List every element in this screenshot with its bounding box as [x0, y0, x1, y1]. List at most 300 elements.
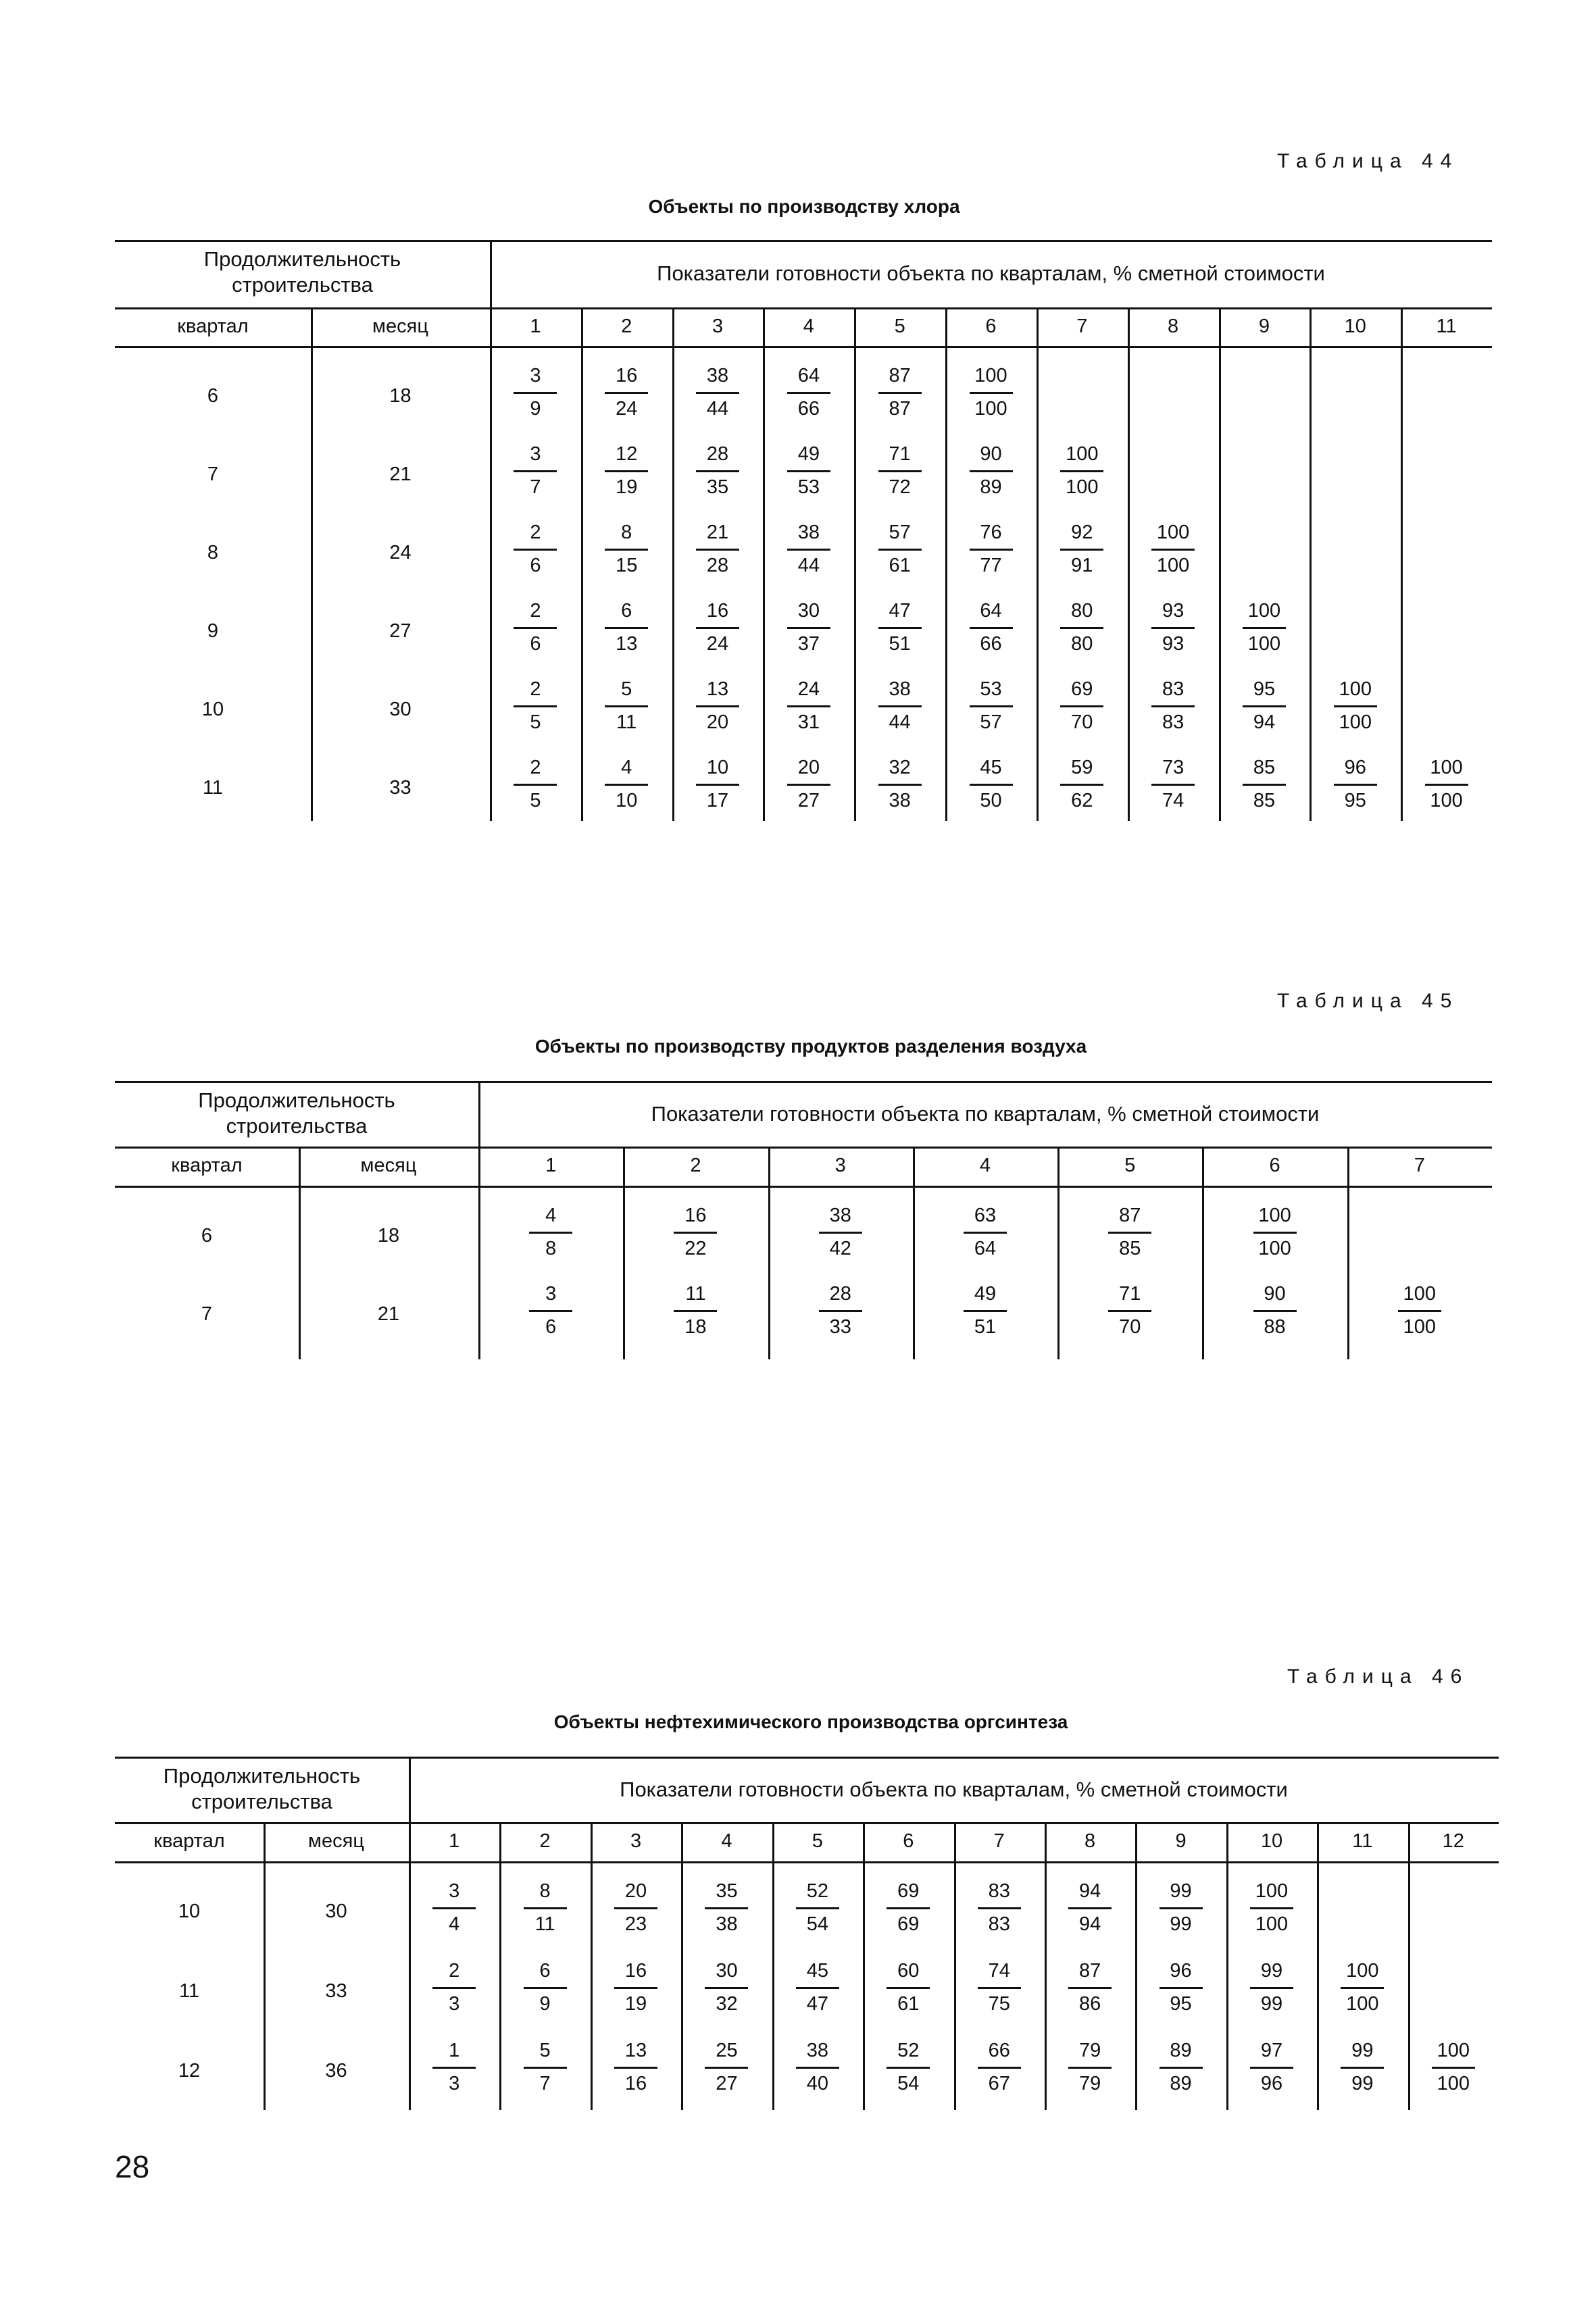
fraction-numerator: 12 — [616, 443, 638, 465]
fraction-denominator: 64 — [974, 1238, 997, 1259]
readiness-fraction — [780, 518, 837, 582]
fraction-numerator: 16 — [684, 1205, 707, 1226]
fraction-denominator: 6 — [530, 633, 541, 655]
readiness-fraction — [963, 439, 1020, 503]
fraction-denominator: 35 — [706, 476, 729, 498]
row-month: 33 — [325, 1980, 347, 2002]
fraction-denominator: 85 — [1253, 790, 1276, 811]
readiness-fraction — [598, 596, 655, 660]
fraction-numerator: 90 — [980, 443, 1002, 465]
quarter-column-header: 5 — [812, 1830, 823, 1852]
readiness-header: Показатели готовности объекта по кварталам, % сметной стоимости — [651, 1101, 1320, 1126]
row-quarter: 10 — [201, 699, 224, 720]
fraction-denominator: 31 — [797, 711, 820, 733]
row-month: 21 — [389, 463, 412, 485]
fraction-numerator: 99 — [1170, 1880, 1192, 1902]
fraction-denominator: 94 — [1253, 711, 1276, 733]
fraction-numerator: 100 — [1258, 1205, 1291, 1226]
fraction-denominator: 99 — [1170, 1913, 1192, 1935]
fraction-denominator: 7 — [539, 2073, 551, 2094]
fraction-denominator: 23 — [624, 1913, 647, 1935]
readiness-fraction — [507, 674, 564, 738]
readiness-fraction — [598, 439, 655, 503]
fraction-denominator: 51 — [889, 633, 911, 655]
fraction-denominator: 100 — [1339, 711, 1372, 733]
column-rule — [772, 1822, 774, 2110]
fraction-denominator: 94 — [1078, 1913, 1101, 1935]
fraction-denominator: 93 — [1162, 633, 1184, 655]
fraction-denominator: 37 — [797, 633, 820, 655]
readiness-fraction — [789, 2036, 846, 2100]
readiness-fraction — [507, 439, 564, 503]
page-number: 28 — [115, 2149, 150, 2184]
readiness-fraction — [872, 674, 928, 738]
readiness-fraction — [698, 2036, 755, 2100]
quarter-header: квартал — [177, 316, 249, 337]
quarter-column-header: 9 — [1175, 1830, 1187, 1852]
readiness-fraction — [1334, 2036, 1391, 2100]
fraction-denominator: 83 — [1162, 711, 1184, 733]
fraction-numerator: 71 — [889, 443, 911, 465]
fraction-numerator: 38 — [889, 678, 911, 700]
readiness-fraction — [1236, 674, 1293, 738]
quarter-column-header: 11 — [1436, 316, 1457, 337]
readiness-fraction — [517, 1876, 574, 1940]
month-header: месяц — [308, 1830, 364, 1852]
fraction-numerator: 8 — [621, 522, 632, 543]
readiness-fraction — [1153, 1876, 1210, 1940]
quarter-column-header: 3 — [630, 1830, 642, 1852]
fraction-numerator: 97 — [1260, 2040, 1283, 2061]
readiness-fraction — [598, 753, 655, 817]
fraction-denominator: 66 — [980, 633, 1002, 655]
fraction-numerator: 49 — [797, 443, 820, 465]
readiness-fraction — [780, 439, 837, 503]
fraction-numerator: 57 — [889, 522, 911, 543]
fraction-numerator: 3 — [449, 1880, 460, 1902]
fraction-numerator: 94 — [1078, 1880, 1101, 1902]
fraction-numerator: 87 — [1119, 1205, 1141, 1226]
fraction-numerator: 76 — [980, 522, 1002, 543]
fraction-denominator: 70 — [1119, 1316, 1141, 1338]
fraction-denominator: 89 — [980, 476, 1002, 498]
fraction-denominator: 95 — [1344, 790, 1366, 811]
readiness-fraction — [1101, 1279, 1158, 1343]
quarter-column-header: 1 — [545, 1155, 557, 1176]
row-quarter: 12 — [178, 2060, 201, 2082]
fraction-denominator: 10 — [616, 790, 638, 811]
quarter-column-header: 1 — [449, 1830, 460, 1852]
readiness-fraction — [1053, 439, 1110, 503]
row-month: 36 — [325, 2060, 347, 2082]
column-rule — [1045, 1822, 1047, 2110]
subheader-rule — [115, 1861, 1499, 1863]
quarter-column-header: 6 — [1269, 1155, 1280, 1176]
fraction-numerator: 2 — [530, 522, 541, 543]
duration-header: Продолжительность строительства — [198, 1088, 395, 1138]
fraction-denominator: 15 — [616, 555, 638, 576]
quarter-column-header: 7 — [1076, 316, 1088, 337]
table-title: Объекты по производству хлора — [648, 196, 960, 217]
fraction-denominator: 100 — [1255, 1913, 1289, 1935]
fraction-numerator: 59 — [1071, 757, 1093, 778]
fraction-numerator: 100 — [1437, 2040, 1470, 2061]
fraction-numerator: 16 — [624, 1960, 647, 1982]
fraction-denominator: 100 — [1066, 476, 1099, 498]
fraction-denominator: 8 — [545, 1238, 557, 1259]
fraction-numerator: 30 — [797, 600, 820, 622]
fraction-numerator: 74 — [988, 1960, 1010, 1982]
readiness-fraction — [957, 1279, 1014, 1343]
quarter-column-header: 9 — [1258, 316, 1270, 337]
fraction-numerator: 100 — [974, 365, 1007, 386]
fraction-denominator: 91 — [1071, 555, 1093, 576]
readiness-fraction — [1243, 2036, 1300, 2100]
quarter-column-header: 11 — [1352, 1830, 1373, 1852]
readiness-fraction — [1145, 596, 1201, 660]
fraction-numerator: 63 — [974, 1205, 997, 1226]
fraction-numerator: 8 — [539, 1880, 551, 1902]
header-rule — [115, 1147, 1492, 1149]
fraction-denominator: 100 — [1437, 2073, 1470, 2094]
fraction-denominator: 11 — [616, 711, 637, 733]
readiness-fraction — [517, 2036, 574, 2100]
fraction-numerator: 32 — [889, 757, 911, 778]
readiness-fraction — [872, 753, 928, 817]
fraction-numerator: 100 — [1339, 678, 1372, 700]
table-title: Объекты по производству продуктов разделения воздуха — [534, 1036, 1087, 1057]
quarter-header: квартал — [171, 1155, 243, 1176]
row-month: 33 — [389, 777, 412, 799]
readiness-fraction — [1062, 1956, 1118, 2020]
fraction-numerator: 45 — [806, 1960, 828, 1982]
readiness-fraction — [426, 1876, 482, 1940]
readiness-fraction — [780, 596, 837, 660]
fraction-numerator: 96 — [1344, 757, 1366, 778]
fraction-numerator: 93 — [1162, 600, 1184, 622]
fraction-denominator: 100 — [1346, 1993, 1379, 2015]
column-rule — [681, 1822, 683, 2110]
fraction-numerator: 4 — [621, 757, 632, 778]
fraction-numerator: 38 — [829, 1205, 851, 1226]
readiness-fraction — [812, 1279, 869, 1343]
row-month: 21 — [377, 1303, 400, 1325]
table-label: Таблица 45 — [1277, 990, 1460, 1012]
fraction-denominator: 17 — [706, 790, 729, 811]
fraction-denominator: 61 — [889, 555, 911, 576]
fraction-numerator: 71 — [1119, 1283, 1141, 1305]
quarter-column-header: 5 — [894, 316, 905, 337]
fraction-numerator: 87 — [889, 365, 911, 386]
fraction-denominator: 5 — [530, 790, 541, 811]
quarter-column-header: 4 — [803, 316, 814, 337]
fraction-denominator: 89 — [1170, 2073, 1192, 2094]
subheader-rule — [115, 1186, 1492, 1188]
readiness-fraction — [1243, 1956, 1300, 2020]
readiness-fraction — [607, 2036, 664, 2100]
fraction-numerator: 45 — [980, 757, 1002, 778]
fraction-denominator: 9 — [530, 398, 541, 420]
readiness-fraction — [607, 1876, 664, 1940]
fraction-numerator: 52 — [806, 1880, 828, 1902]
fraction-denominator: 24 — [706, 633, 729, 655]
fraction-denominator: 83 — [988, 1913, 1010, 1935]
fraction-denominator: 44 — [797, 555, 820, 576]
fraction-denominator: 79 — [1078, 2073, 1101, 2094]
readiness-fraction — [963, 596, 1020, 660]
fraction-denominator: 33 — [829, 1316, 851, 1338]
column-rule — [1401, 307, 1403, 821]
fraction-denominator: 27 — [716, 2073, 738, 2094]
readiness-fraction — [522, 1279, 579, 1343]
fraction-denominator: 72 — [889, 476, 911, 498]
fraction-numerator: 73 — [1162, 757, 1184, 778]
fraction-numerator: 47 — [889, 600, 911, 622]
readiness-fraction — [598, 518, 655, 582]
readiness-fraction — [971, 1956, 1028, 2020]
readiness-fraction — [963, 674, 1020, 738]
quarter-column-header: 1 — [530, 316, 541, 337]
readiness-fraction — [698, 1956, 755, 2020]
fraction-denominator: 88 — [1264, 1316, 1286, 1338]
fraction-denominator: 18 — [684, 1316, 707, 1338]
readiness-fraction — [1236, 596, 1293, 660]
column-rule — [1135, 1822, 1137, 2110]
readiness-fraction — [607, 1956, 664, 2020]
fraction-numerator: 13 — [706, 678, 729, 700]
readiness-fraction — [507, 361, 564, 425]
readiness-fraction — [507, 518, 564, 582]
readiness-fraction — [957, 1201, 1014, 1265]
column-rule — [581, 307, 583, 821]
fraction-numerator: 100 — [1403, 1283, 1437, 1305]
readiness-fraction — [1053, 753, 1110, 817]
column-rule — [499, 1822, 501, 2110]
fraction-numerator: 1 — [449, 2040, 460, 2061]
fraction-denominator: 22 — [684, 1238, 707, 1259]
fraction-numerator: 6 — [621, 600, 632, 622]
fraction-numerator: 90 — [1264, 1283, 1286, 1305]
fraction-denominator: 32 — [716, 1993, 738, 2015]
fraction-numerator: 30 — [716, 1960, 738, 1982]
column-rule — [1226, 1822, 1228, 2110]
fraction-denominator: 53 — [797, 476, 820, 498]
fraction-denominator: 87 — [889, 398, 911, 420]
fraction-denominator: 11 — [534, 1913, 555, 1935]
readiness-fraction — [1101, 1201, 1158, 1265]
fraction-denominator: 74 — [1162, 790, 1184, 811]
row-month: 18 — [377, 1225, 400, 1247]
fraction-numerator: 3 — [530, 365, 541, 386]
fraction-denominator: 100 — [974, 398, 1007, 420]
readiness-fraction — [1153, 1956, 1210, 2020]
fraction-numerator: 100 — [1156, 522, 1190, 543]
fraction-denominator: 69 — [897, 1913, 920, 1935]
readiness-fraction — [971, 2036, 1028, 2100]
fraction-numerator: 92 — [1071, 522, 1093, 543]
readiness-fraction — [880, 2036, 937, 2100]
fraction-numerator: 2 — [449, 1960, 460, 1982]
row-quarter: 7 — [201, 1303, 213, 1325]
quarter-column-header: 3 — [834, 1155, 846, 1176]
readiness-fraction — [1062, 1876, 1118, 1940]
fraction-numerator: 52 — [897, 2040, 920, 2061]
fraction-numerator: 83 — [988, 1880, 1010, 1902]
readiness-fraction — [789, 1956, 846, 2020]
fraction-denominator: 96 — [1260, 2073, 1283, 2094]
fraction-numerator: 80 — [1071, 600, 1093, 622]
readiness-fraction — [780, 361, 837, 425]
row-quarter: 6 — [201, 1225, 213, 1247]
fraction-denominator: 100 — [1403, 1316, 1437, 1338]
quarter-column-header: 2 — [539, 1830, 551, 1852]
readiness-fraction — [780, 753, 837, 817]
fraction-numerator: 2 — [530, 678, 541, 700]
readiness-fraction — [963, 753, 1020, 817]
fraction-numerator: 21 — [706, 522, 729, 543]
fraction-numerator: 16 — [616, 365, 638, 386]
readiness-fraction — [872, 361, 928, 425]
readiness-fraction — [522, 1201, 579, 1265]
fraction-numerator: 100 — [1247, 600, 1281, 622]
readiness-fraction — [598, 361, 655, 425]
fraction-numerator: 38 — [706, 365, 729, 386]
quarter-column-header: 4 — [721, 1830, 732, 1852]
fraction-denominator: 28 — [706, 555, 729, 576]
column-rule — [854, 307, 856, 821]
fraction-numerator: 10 — [706, 757, 729, 778]
column-rule — [1347, 1147, 1349, 1359]
quarter-month-rule — [311, 307, 313, 821]
quarter-column-header: 8 — [1168, 316, 1179, 337]
fraction-denominator: 67 — [988, 2073, 1010, 2094]
readiness-fraction — [780, 674, 837, 738]
readiness-fraction — [689, 596, 746, 660]
readiness-fraction — [963, 361, 1020, 425]
duration-header: Продолжительность строительства — [203, 247, 401, 297]
fraction-denominator: 50 — [980, 790, 1002, 811]
fraction-numerator: 16 — [706, 600, 729, 622]
quarter-column-header: 4 — [979, 1155, 991, 1176]
fraction-numerator: 64 — [797, 365, 820, 386]
fraction-numerator: 35 — [716, 1880, 738, 1902]
fraction-numerator: 49 — [974, 1283, 997, 1305]
readiness-fraction — [1062, 2036, 1118, 2100]
quarter-column-header: 7 — [1414, 1155, 1425, 1176]
readiness-fraction — [971, 1876, 1028, 1940]
column-rule — [591, 1822, 593, 2110]
table-top-rule — [115, 1081, 1492, 1083]
readiness-fraction — [507, 596, 564, 660]
fraction-numerator: 3 — [530, 443, 541, 465]
fraction-numerator: 85 — [1253, 757, 1276, 778]
header-rule — [115, 307, 1492, 309]
row-quarter: 9 — [207, 620, 219, 642]
fraction-denominator: 61 — [897, 1993, 920, 2015]
fraction-numerator: 3 — [545, 1283, 557, 1305]
fraction-numerator: 99 — [1260, 1960, 1283, 1982]
fraction-denominator: 95 — [1170, 1993, 1192, 2015]
column-rule — [863, 1822, 865, 2110]
fraction-denominator: 3 — [449, 1993, 460, 2015]
fraction-denominator: 77 — [980, 555, 1002, 576]
readiness-fraction — [1391, 1279, 1448, 1343]
fraction-numerator: 53 — [980, 678, 1002, 700]
fraction-denominator: 7 — [530, 476, 541, 498]
fraction-numerator: 83 — [1162, 678, 1184, 700]
row-quarter: 6 — [207, 385, 219, 407]
month-header: месяц — [360, 1155, 417, 1176]
readiness-fraction — [517, 1956, 574, 2020]
fraction-numerator: 5 — [539, 2040, 551, 2061]
readiness-fraction — [689, 361, 746, 425]
fraction-denominator: 54 — [897, 2073, 920, 2094]
table-top-rule — [115, 240, 1492, 242]
fraction-denominator: 16 — [624, 2073, 647, 2094]
readiness-fraction — [880, 1956, 937, 2020]
readiness-header: Показатели готовности объекта по кварталам, % сметной стоимости — [620, 1777, 1288, 1801]
fraction-denominator: 19 — [624, 1993, 647, 2015]
fraction-denominator: 42 — [829, 1238, 851, 1259]
readiness-fraction — [698, 1876, 755, 1940]
fraction-denominator: 70 — [1071, 711, 1093, 733]
column-rule — [1408, 1822, 1410, 2110]
column-rule — [913, 1147, 915, 1359]
readiness-fraction — [1236, 753, 1293, 817]
fraction-numerator: 5 — [621, 678, 632, 700]
quarter-column-header: 5 — [1124, 1155, 1136, 1176]
readiness-fraction — [872, 518, 928, 582]
row-quarter: 8 — [207, 542, 219, 563]
fraction-numerator: 20 — [797, 757, 820, 778]
row-quarter: 11 — [202, 777, 224, 799]
readiness-fraction — [963, 518, 1020, 582]
month-header: месяц — [372, 316, 428, 337]
fraction-numerator: 69 — [897, 1880, 920, 1902]
readiness-fraction — [1247, 1279, 1303, 1343]
duration-header: Продолжительность строительства — [163, 1764, 361, 1813]
fraction-denominator: 20 — [706, 711, 729, 733]
quarter-column-header: 10 — [1344, 316, 1366, 337]
fraction-denominator: 9 — [539, 1993, 551, 2015]
quarter-column-header: 12 — [1442, 1830, 1464, 1852]
subheader-rule — [115, 346, 1492, 348]
readiness-fraction — [1145, 674, 1201, 738]
row-quarter: 11 — [178, 1980, 200, 2002]
fraction-denominator: 38 — [889, 790, 911, 811]
fraction-denominator: 99 — [1351, 2073, 1374, 2094]
readiness-fraction — [1153, 2036, 1210, 2100]
column-rule — [672, 307, 674, 821]
column-rule — [1128, 307, 1130, 821]
fraction-denominator: 44 — [706, 398, 729, 420]
fraction-numerator: 20 — [624, 1880, 647, 1902]
fraction-numerator: 79 — [1078, 2040, 1101, 2061]
readiness-fraction — [1053, 518, 1110, 582]
fraction-numerator: 28 — [829, 1283, 851, 1305]
readiness-fraction — [426, 1956, 482, 2020]
fraction-numerator: 100 — [1430, 757, 1463, 778]
row-month: 30 — [325, 1901, 347, 1922]
readiness-fraction — [1145, 753, 1201, 817]
fraction-numerator: 2 — [530, 757, 541, 778]
fraction-numerator: 100 — [1066, 443, 1099, 465]
fraction-denominator: 54 — [806, 1913, 828, 1935]
fraction-denominator: 24 — [616, 398, 638, 420]
readiness-fraction — [1053, 674, 1110, 738]
fraction-denominator: 13 — [616, 633, 638, 655]
table-label: Таблица 46 — [1287, 1665, 1470, 1688]
